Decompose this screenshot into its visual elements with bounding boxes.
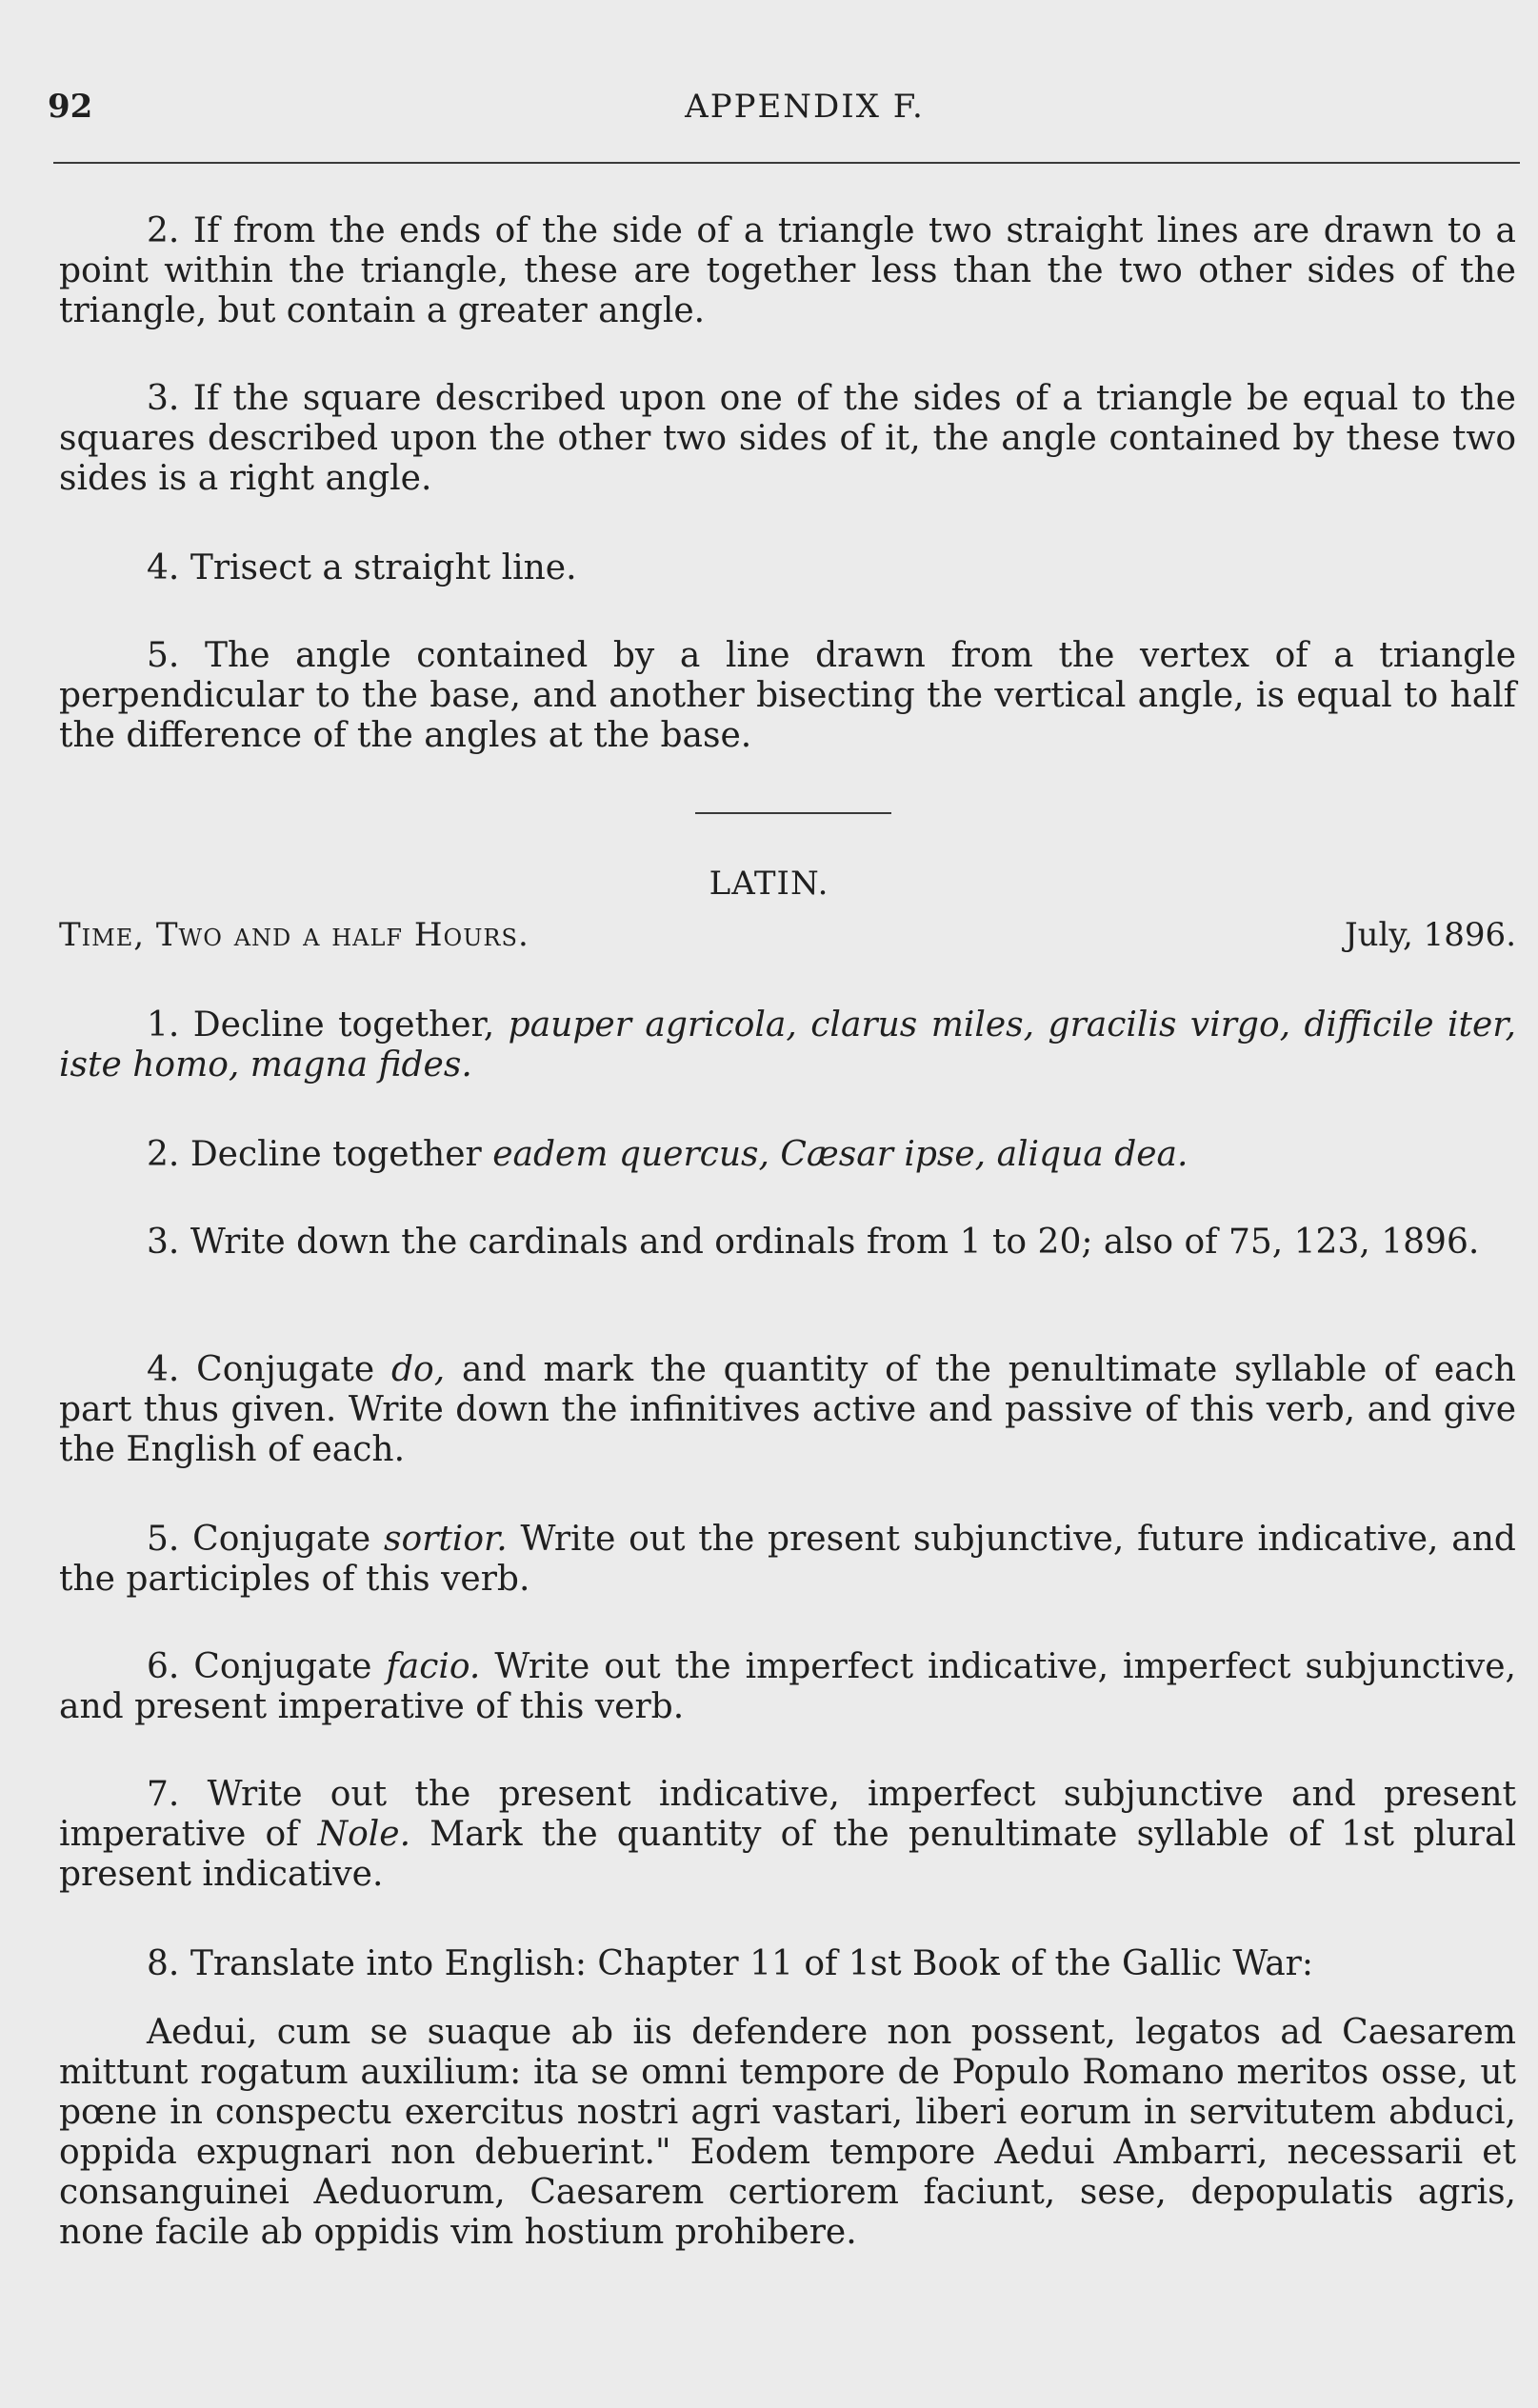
geometry-question-3: 3. If the square described upon one of the sides of a triangle be equal to the squares described upon the other two sides of it, the angle contained by these two sides is a right angle. [59, 379, 1516, 498]
latin-question-5: 5. Conjugate sortior. Write out the present subjunctive, future indicative, and the participles of this verb. [59, 1520, 1516, 1599]
geometry-question-2: 2. If from the ends of the side of a triangle two straight lines are drawn to a point within the triangle, these are together less than the two other sides of the triangle, but contain a greater angle. [59, 211, 1516, 330]
geometry-question-5: 5. The angle contained by a line drawn from the vertex of a triangle perpendicular to the base, and another bisecting the vertical angle, is equal to half the difference of the angles at the base. [59, 636, 1516, 755]
exam-date: July, 1896. [1344, 916, 1516, 954]
header-rule [53, 162, 1520, 164]
section-title: LATIN. [709, 865, 829, 903]
latin-question-8: 8. Translate into English: Chapter 11 of 1st Book of the Gallic War: [147, 1944, 1313, 1983]
latin-question-3: 3. Write down the cardinals and ordinals from 1 to 20; also of 75, 123, 1896. [147, 1223, 1480, 1262]
page-header [48, 88, 1524, 135]
running-head: APPENDIX F. [685, 88, 925, 126]
exam-duration: Time, Two and a half Hours. [59, 916, 529, 954]
section-divider [695, 812, 891, 814]
latin-question-6: 6. Conjugate facio. Write out the imperfect indicative, imperfect subjunctive, and present imperative of this verb. [59, 1647, 1516, 1726]
latin-passage: Aedui, cum se suaque ab iis defendere non possent, legatos ad Caesarem mittunt rogatum auxilium: ita se omni tempore de Populo Romano meritos osse, ut pœne in conspectu exercitus nostri agri vastari, liberi eorum in servitutem abduci, oppida expugnari non debuerint." Eodem tempore Aedui Ambarri, necessarii et consanguinei Aeduorum, Caesarem certiorem faciunt, sese, depopulatis agris, none facile ab oppidis vim hostium prohibere. [59, 2013, 1516, 2252]
latin-question-1: 1. Decline together, pauper agricola, clarus miles, gracilis virgo, difficile iter, iste homo, magna fides. [59, 1005, 1516, 1085]
latin-question-2: 2. Decline together eadem quercus, Cæsar ipse, aliqua dea. [147, 1135, 1188, 1174]
page-number: 92 [48, 88, 93, 126]
latin-question-4: 4. Conjugate do, and mark the quantity of the penultimate syllable of each part thus given. Write down the infinitives active and passive of this verb, and give the English of each. [59, 1350, 1516, 1469]
geometry-question-4: 4. Trisect a straight line. [147, 548, 577, 587]
latin-question-7: 7. Write out the present indicative, imperfect subjunctive and present imperative of Nole. Mark the quantity of the penultimate syllable of 1st plural present indicative. [59, 1775, 1516, 1894]
